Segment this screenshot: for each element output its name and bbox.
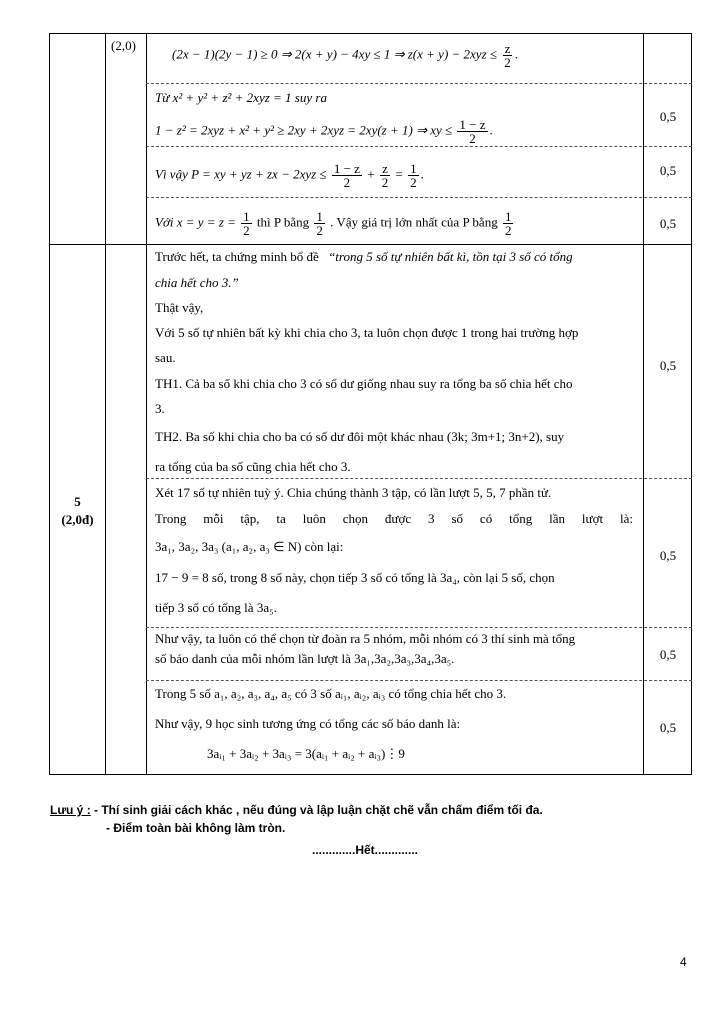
q5-p1-line3: Thật vậy, bbox=[155, 300, 204, 315]
q5-p1-line9: ra tổng của ba số cũng chia hết cho 3. bbox=[155, 459, 351, 474]
q5-p1-line7: 3. bbox=[155, 401, 165, 416]
row-divider bbox=[146, 680, 692, 681]
q5-p2-line1: Xét 17 số tự nhiên tuỳ ý. Chia chúng thành 3 tập, có lần lượt 5, 5, 7 phần tử. bbox=[155, 485, 552, 500]
table-section-border bbox=[49, 244, 692, 245]
q5-p1-line5: sau. bbox=[155, 350, 176, 365]
q4-step2b: 1 − z² = 2xyz + x² + y² ≥ 2xy + 2xyz = 2xy(z + 1) ⇒ xy ≤ $\frac{1 - z}{2}$ . bbox=[155, 117, 493, 146]
table-divider-2 bbox=[146, 33, 147, 775]
note-line2: - Điểm toàn bài không làm tròn. bbox=[106, 821, 286, 835]
row-divider bbox=[146, 478, 692, 479]
table-border-right bbox=[691, 33, 692, 775]
score: 0,5 bbox=[659, 647, 677, 662]
fraction: $\frac{1}{2}$ bbox=[504, 209, 512, 238]
q4-step2a: Từ x² + y² + z² + 2xyz = 1 suy ra bbox=[155, 90, 327, 105]
row-divider bbox=[146, 627, 692, 628]
q4-step4: Với x = y = z = $\frac{1}{2}$ thì P bằng $\frac{1}{2}$ . Vậy giá trị lớn nhất của P bằng $\frac{1}{2}$ bbox=[155, 209, 512, 238]
row-divider bbox=[146, 83, 692, 84]
score: 0,5 bbox=[659, 548, 677, 563]
q5-p2-line3: 3a₁, 3a₂, 3a₃ (a₁, a₂, a₃ ∈ N) còn lại: bbox=[155, 539, 344, 554]
q5-points: (2,0đ) bbox=[61, 512, 94, 527]
fraction: $\frac{1 - z}{2}$ bbox=[459, 117, 486, 146]
end-marker: .............Hết............. bbox=[312, 843, 419, 857]
fraction: $\frac{1}{2}$ bbox=[243, 209, 250, 238]
score: 0,5 bbox=[659, 163, 677, 178]
score: 0,5 bbox=[659, 720, 677, 735]
q4-points-label: (2,0) bbox=[111, 38, 136, 53]
fraction: $\frac{z}{2}$ bbox=[504, 41, 511, 70]
q4-step1-formula: (2x − 1)(2y − 1) ≥ 0 ⇒ 2(x + y) − 4xy ≤ 1 ⇒ z(x + y) − 2xyz ≤ bbox=[172, 46, 498, 62]
q5-p1-line2: chia hết cho 3.” bbox=[155, 275, 239, 290]
table-bottom-border bbox=[49, 774, 692, 775]
q5-number: 5 bbox=[74, 494, 81, 509]
page-number: 4 bbox=[680, 955, 687, 969]
q5-p2-line5: tiếp 3 số có tổng là 3a₅. bbox=[155, 600, 277, 615]
note-label: Lưu ý : bbox=[50, 803, 91, 817]
q5-p4-line1: Trong 5 số a₁, a₂, a₃, a₄, a₅ có 3 số aᵢ₁, aᵢ₂, aᵢ₃ có tổng chia hết cho 3. bbox=[155, 686, 507, 701]
fraction: $\frac{z}{2}$ bbox=[381, 161, 389, 190]
q5-p4-line3: 3aᵢ₁ + 3aᵢ₂ + 3aᵢ₃ = 3(aᵢ₁ + aᵢ₂ + aᵢ₃)⋮9 bbox=[207, 746, 405, 761]
q4-step1: (2x − 1)(2y − 1) ≥ 0 ⇒ 2(x + y) − 4xy ≤ 1 ⇒ z(x + y) − 2xyz ≤ $\frac{z}{2}$ . bbox=[172, 41, 519, 70]
score: 0,5 bbox=[659, 109, 677, 124]
q5-p1-line6: TH1. Cả ba số khi chia cho 3 có số dư giống nhau suy ra tổng ba số chia hết cho bbox=[155, 376, 573, 391]
table-divider-1 bbox=[105, 33, 106, 775]
row-divider bbox=[146, 146, 692, 147]
q5-p3-line1: Như vậy, ta luôn có thể chọn từ đoàn ra 5 nhóm, mỗi nhóm có 3 thí sinh mà tổng bbox=[155, 631, 576, 646]
q5-p4-line2: Như vậy, 9 học sinh tương ứng có tổng các số báo danh là: bbox=[155, 716, 461, 731]
score: 0,5 bbox=[659, 216, 677, 231]
fraction: $\frac{1}{2}$ bbox=[410, 161, 417, 190]
q4-step3: Vì vậy P = xy + yz + zx − 2xyz ≤ $\frac{1 - z}{2}$ + $\frac{z}{2}$ = $\frac{1}{2}$ . bbox=[155, 161, 424, 190]
fraction: $\frac{1 - z}{2}$ bbox=[333, 161, 360, 190]
q5-p3-line2: số báo danh của mỗi nhóm lần lượt là 3a₁,3a₂,3a₃,3a₄,3a₅. bbox=[155, 651, 455, 666]
table-border-left bbox=[49, 33, 50, 775]
table-divider-3 bbox=[643, 33, 644, 775]
note-line1: Lưu ý : - Thí sinh giải cách khác , nếu đúng và lập luận chặt chẽ vẫn chấm điểm tối đa. bbox=[50, 803, 543, 817]
q5-p1-line8: TH2. Ba số khi chia cho ba có số dư đôi một khác nhau (3k; 3m+1; 3n+2), suy bbox=[155, 429, 565, 444]
score: 0,5 bbox=[659, 358, 677, 373]
row-divider bbox=[146, 197, 692, 198]
table-top-border bbox=[49, 33, 692, 34]
q5-p2-line2: Trong mỗi tập, ta luôn chọn được 3 số có tổng lần lượt là: bbox=[155, 511, 633, 526]
q5-p2-line4: 17 − 9 = 8 số, trong 8 số này, chọn tiếp 3 số có tổng là 3a₄, còn lại 5 số, chọn bbox=[155, 570, 555, 585]
q5-p1-line4: Với 5 số tự nhiên bất kỳ khi chia cho 3, ta luôn chọn được 1 trong hai trường hợp bbox=[155, 325, 579, 340]
fraction: $\frac{1}{2}$ bbox=[316, 209, 323, 238]
q5-p1-line1: Trước hết, ta chứng minh bổ đề “trong 5 số tự nhiên bất kì, tồn tại 3 số có tổng bbox=[155, 249, 573, 264]
